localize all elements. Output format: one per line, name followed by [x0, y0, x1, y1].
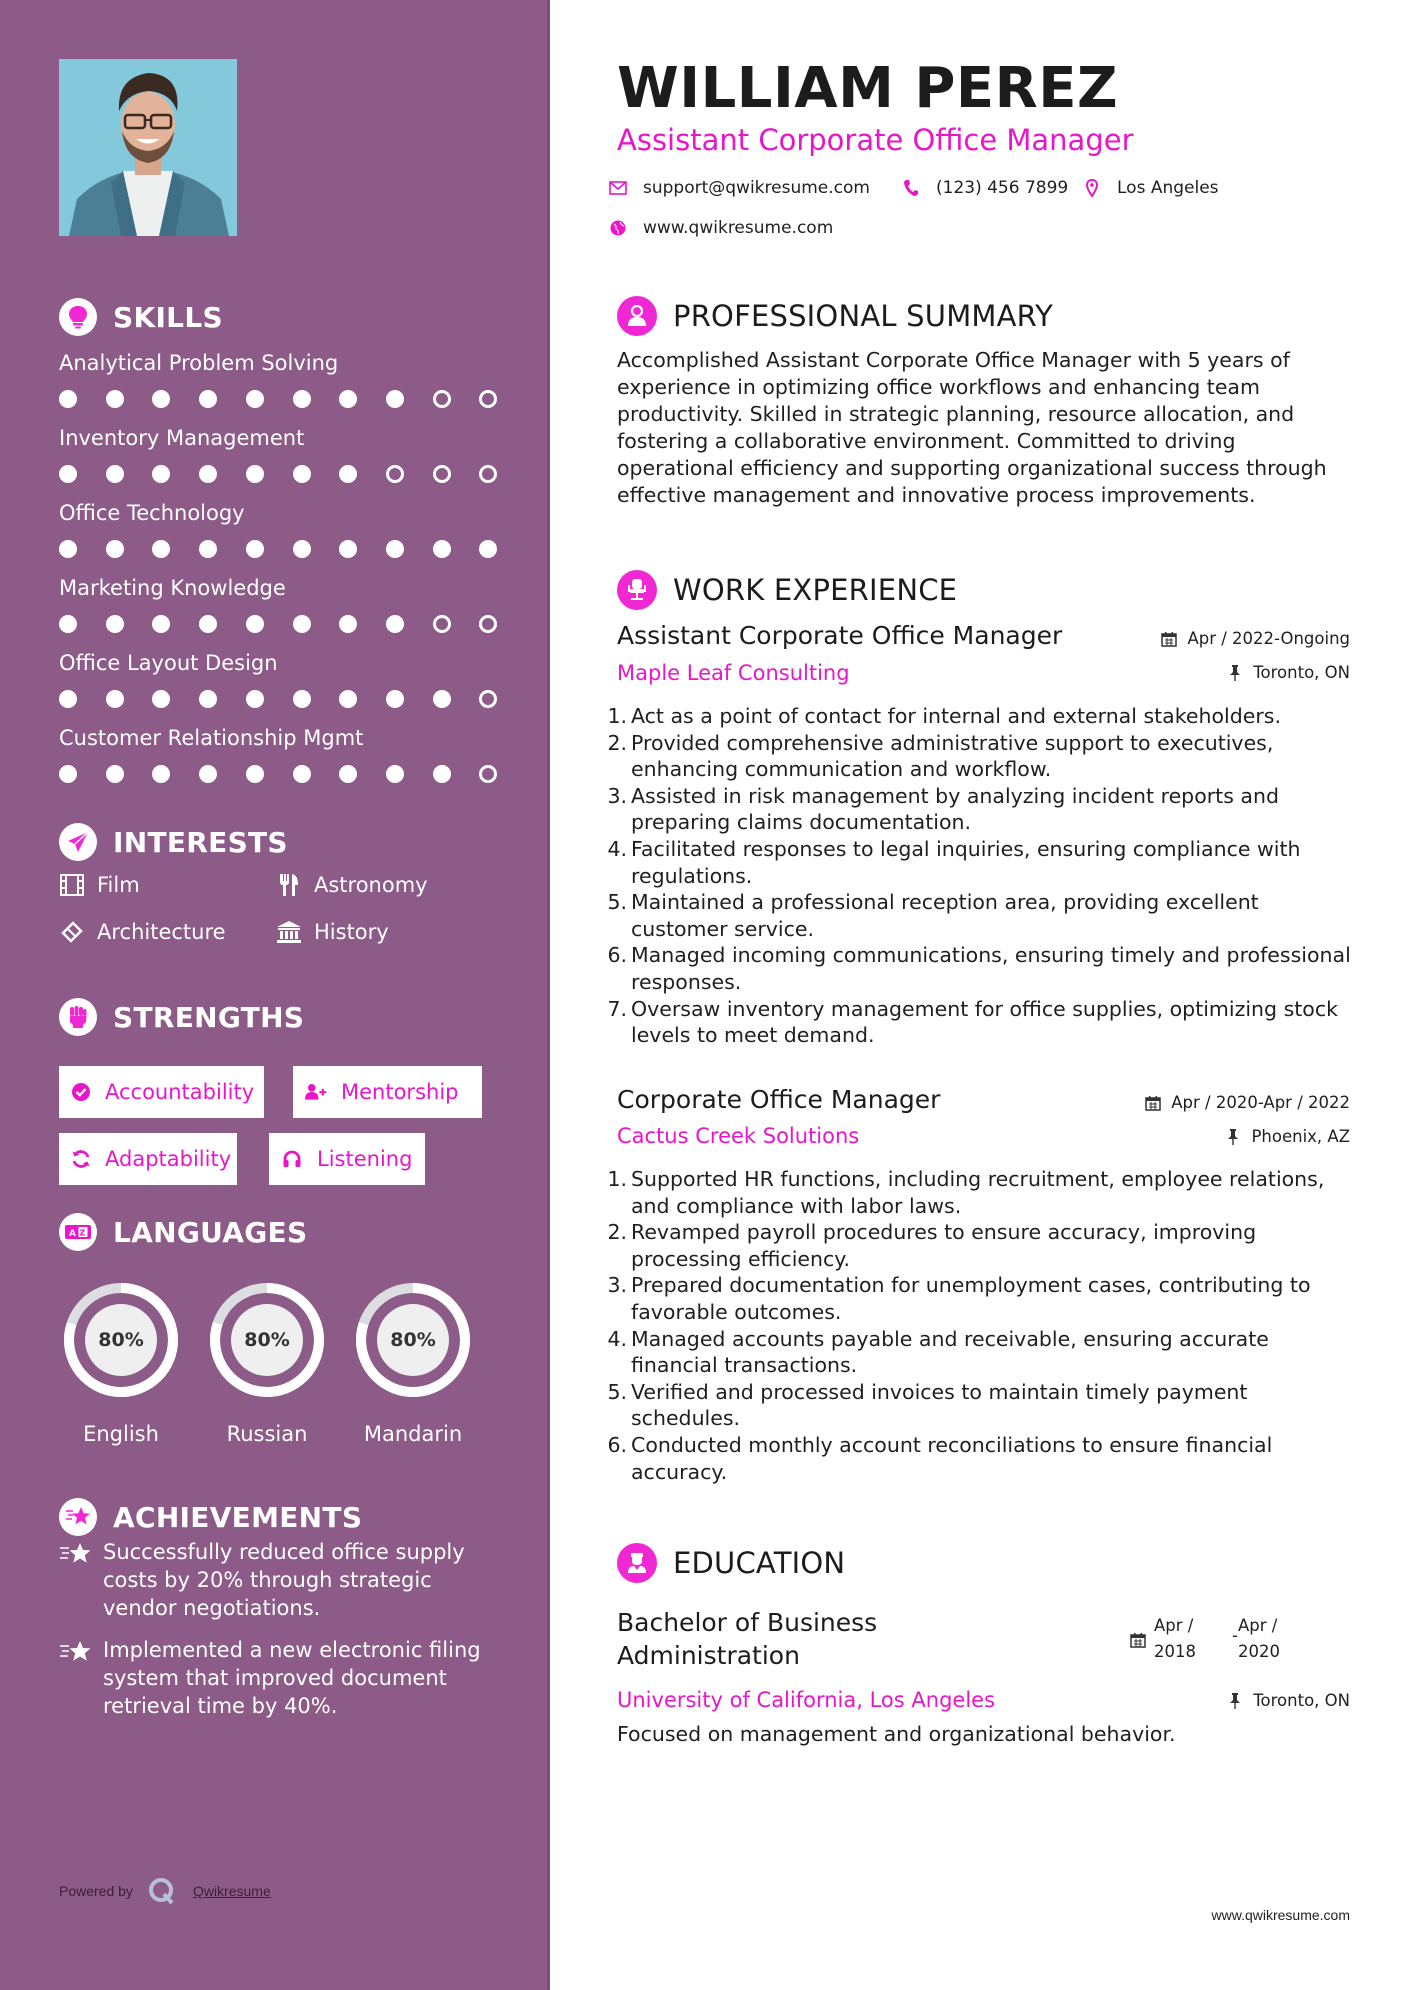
responsibility-item — [607, 942, 1357, 995]
summary-title: PROFESSIONAL SUMMARY — [673, 299, 1054, 333]
skill-item — [59, 650, 499, 676]
strength-label: Listening — [317, 1147, 413, 1171]
rating-dot-filled — [106, 615, 124, 633]
rating-dot-empty — [479, 465, 497, 483]
achievement-text: Implemented a new electronic filing system that improved document retrieval time by 40%. — [103, 1638, 481, 1718]
job-title: Corporate Office Manager — [617, 1085, 941, 1114]
interest-item-architecture — [59, 919, 226, 945]
graduate-icon — [617, 1543, 657, 1583]
responsibility-item — [607, 1219, 1357, 1272]
skill-label: Office Technology — [59, 501, 245, 525]
refresh-icon — [71, 1148, 91, 1170]
responsibility-text: Provided comprehensive administrative support to executives, enhancing communication and workflow. — [631, 730, 1274, 782]
rating-dot-filled — [199, 390, 217, 408]
rating-dot-filled — [339, 690, 357, 708]
degree-line-2: Administration — [617, 1641, 800, 1670]
strength-label: Adaptability — [105, 1147, 232, 1171]
rating-dot-filled — [59, 540, 77, 558]
rating-dot-filled — [152, 390, 170, 408]
strengths-title: STRENGTHS — [113, 1000, 305, 1034]
interests-title: INTERESTS — [113, 825, 288, 859]
powered-by-label: Powered by — [59, 1883, 133, 1899]
interests-heading — [59, 822, 288, 862]
responsibility-item — [607, 703, 1357, 730]
phone-icon — [902, 179, 920, 197]
shooting-star-icon — [59, 1498, 97, 1536]
rating-dot-filled — [199, 615, 217, 633]
strengths-heading — [59, 997, 304, 1037]
language-progress-ring — [351, 1278, 475, 1402]
pushpin-icon — [1227, 1693, 1243, 1709]
job-responsibilities — [607, 703, 1357, 1049]
responsibility-item — [607, 1432, 1357, 1485]
skill-rating — [59, 690, 499, 710]
ticket-icon — [59, 919, 85, 945]
rating-dot-filled — [199, 765, 217, 783]
rating-dot-filled — [433, 765, 451, 783]
rating-dot-filled — [246, 765, 264, 783]
rating-dot-filled — [293, 390, 311, 408]
responsibility-text: Supported HR functions, including recruitment, employee relations, and compliance with labor laws. — [631, 1167, 1325, 1218]
skill-rating — [59, 615, 499, 635]
rating-dot-filled — [339, 615, 357, 633]
qwikresume-logo-icon — [147, 1876, 177, 1906]
rating-dot-filled — [199, 690, 217, 708]
headphones-icon — [281, 1148, 303, 1170]
languages-title: LANGUAGES — [113, 1215, 308, 1249]
qwikresume-link[interactable]: Qwikresume — [192, 1883, 271, 1899]
rating-dot-filled — [106, 390, 124, 408]
list-number: 4. — [607, 836, 627, 861]
language-item — [351, 1278, 475, 1446]
list-number: 7. — [607, 996, 627, 1021]
film-icon — [59, 872, 85, 898]
map-pin-icon — [1083, 179, 1101, 197]
list-number: 6. — [607, 943, 627, 968]
rating-dot-filled — [246, 690, 264, 708]
rating-dot-filled — [339, 465, 357, 483]
rating-dot-empty — [479, 390, 497, 408]
rating-dot-empty — [433, 615, 451, 633]
end-year: 2020 — [1238, 1642, 1280, 1661]
lightbulb-icon — [59, 298, 97, 336]
rating-dot-filled — [246, 465, 264, 483]
language-percent: 80% — [244, 1329, 290, 1351]
list-number: 5. — [607, 1379, 627, 1404]
rating-dot-filled — [59, 765, 77, 783]
contact-phone[interactable] — [902, 178, 1068, 198]
strength-chip-adaptability — [59, 1133, 237, 1185]
calendar-icon — [1130, 1630, 1146, 1646]
website-value: www.qwikresume.com — [643, 218, 834, 238]
utensils-icon — [276, 872, 302, 898]
svg-text:Z: Z — [79, 1228, 86, 1238]
responsibility-item — [607, 1379, 1357, 1432]
rating-dot-filled — [106, 765, 124, 783]
rating-dot-filled — [433, 540, 451, 558]
language-item — [59, 1278, 183, 1446]
rating-dot-filled — [386, 765, 404, 783]
experience-title: WORK EXPERIENCE — [673, 573, 958, 607]
rating-dot-filled — [293, 615, 311, 633]
list-number: 3. — [607, 783, 627, 808]
language-percent: 80% — [390, 1329, 436, 1351]
interest-item-film — [59, 872, 140, 898]
rating-dot-filled — [152, 465, 170, 483]
date-dash: - — [1232, 1626, 1238, 1645]
list-number: 3. — [607, 1273, 627, 1298]
job-location — [1225, 1127, 1350, 1146]
language-label: Russian — [226, 1422, 308, 1446]
list-number: 4. — [607, 1326, 627, 1351]
rating-dot-empty — [433, 390, 451, 408]
interest-label: Film — [97, 873, 140, 897]
language-progress-ring — [205, 1278, 329, 1402]
footer-url[interactable]: www.qwikresume.com — [1211, 1907, 1350, 1923]
rating-dot-filled — [386, 690, 404, 708]
pushpin-icon — [1227, 665, 1243, 681]
language-percent: 80% — [98, 1329, 144, 1351]
job-dates — [1161, 629, 1350, 648]
experience-heading — [617, 570, 957, 610]
summary-text: Accomplished Assistant Corporate Office Manager with 5 years of experience in optimizing office workflows and enhancing team productivity. Skilled in strategic planning, resource allocation, and fostering a collaborative environment. Committed to driving operational efficiency and supporting organizational success through effective management and innovative process improvements. — [617, 348, 1327, 507]
rating-dot-filled — [106, 465, 124, 483]
rating-dot-empty — [433, 465, 451, 483]
rating-dot-filled — [433, 690, 451, 708]
job-location-value: Phoenix, AZ — [1251, 1127, 1350, 1146]
phone-value: (123) 456 7899 — [936, 178, 1069, 198]
rating-dot-filled — [246, 615, 264, 633]
rating-dot-filled — [386, 540, 404, 558]
list-number: 6. — [607, 1432, 627, 1457]
rating-dot-filled — [59, 465, 77, 483]
contact-website[interactable] — [609, 218, 833, 238]
responsibility-item — [607, 1272, 1357, 1325]
rating-dot-empty — [479, 765, 497, 783]
responsibility-text: Revamped payroll procedures to ensure accuracy, improving processing efficiency. — [631, 1220, 1257, 1271]
responsibility-text: Conducted monthly account reconciliations to ensure financial accuracy. — [631, 1432, 1273, 1484]
job-location-value: Toronto, ON — [1253, 663, 1350, 682]
education-dates — [1130, 1613, 1308, 1665]
achievements-title: ACHIEVEMENTS — [113, 1500, 363, 1534]
contact-email[interactable] — [609, 178, 870, 198]
list-number: 1. — [607, 704, 627, 728]
responsibility-item — [607, 1166, 1357, 1219]
skill-rating — [59, 390, 499, 410]
responsibility-text: Oversaw inventory management for office supplies, optimizing stock levels to meet demand. — [631, 996, 1338, 1048]
responsibility-item — [607, 889, 1357, 942]
responsibility-item — [607, 783, 1357, 836]
rating-dot-filled — [106, 540, 124, 558]
calendar-icon — [1145, 1095, 1161, 1111]
skill-label: Marketing Knowledge — [59, 576, 286, 600]
rating-dot-filled — [106, 690, 124, 708]
list-number: 2. — [607, 730, 627, 755]
skill-item — [59, 350, 499, 376]
responsibility-item — [607, 1326, 1357, 1379]
interest-item-history — [276, 919, 389, 945]
language-label: English — [83, 1422, 159, 1446]
rating-dot-filled — [293, 465, 311, 483]
list-number: 5. — [607, 890, 627, 915]
rating-dot-filled — [293, 690, 311, 708]
education-heading — [617, 1543, 845, 1583]
sidebar — [0, 0, 550, 1990]
responsibility-text: Managed accounts payable and receivable, ensuring accurate financial transactions. — [631, 1326, 1269, 1378]
responsibility-text: Maintained a professional reception area, providing excellent customer service. — [631, 890, 1259, 941]
shooting-star-icon — [59, 1638, 93, 1666]
list-number: 1. — [607, 1167, 627, 1191]
rating-dot-filled — [199, 465, 217, 483]
strength-label: Mentorship — [341, 1080, 459, 1104]
skill-label: Inventory Management — [59, 426, 305, 450]
skill-item — [59, 725, 499, 751]
calendar-icon — [1161, 631, 1177, 647]
rating-dot-filled — [386, 390, 404, 408]
location-value: Los Angeles — [1117, 178, 1219, 198]
education-location — [1227, 1691, 1350, 1710]
strength-chip-mentorship — [293, 1066, 482, 1118]
job-location — [1227, 663, 1350, 682]
skill-rating — [59, 540, 499, 560]
job-dates — [1145, 1093, 1350, 1112]
achievement-item — [59, 1636, 499, 1720]
responsibility-text: Act as a point of contact for internal and external stakeholders. — [631, 704, 1281, 728]
responsibility-item — [607, 996, 1357, 1049]
rating-dot-filled — [386, 615, 404, 633]
skills-title: SKILLS — [113, 300, 223, 334]
responsibility-item — [607, 836, 1357, 889]
landmark-icon — [276, 919, 302, 945]
skill-label: Customer Relationship Mgmt — [59, 726, 364, 750]
language-progress-ring — [59, 1278, 183, 1402]
end-month: Apr / — [1238, 1616, 1278, 1635]
contact-location — [1083, 178, 1219, 198]
rating-dot-filled — [59, 390, 77, 408]
rating-dot-filled — [293, 765, 311, 783]
start-year: 2018 — [1154, 1642, 1196, 1661]
rating-dot-filled — [339, 765, 357, 783]
language-item — [205, 1278, 329, 1446]
rating-dot-filled — [246, 390, 264, 408]
job-dates-value: Apr / 2022-Ongoing — [1187, 629, 1350, 648]
education-location-value: Toronto, ON — [1253, 1691, 1350, 1710]
job-dates-value: Apr / 2020-Apr / 2022 — [1171, 1093, 1350, 1112]
achievement-text: Successfully reduced office supply costs by 20% through strategic vendor negotiations. — [103, 1540, 465, 1620]
achievement-item — [59, 1538, 499, 1622]
strength-label: Accountability — [105, 1080, 255, 1104]
fist-icon — [59, 998, 97, 1036]
interest-label: History — [314, 920, 389, 944]
achievements-heading — [59, 1497, 362, 1537]
rating-dot-filled — [246, 540, 264, 558]
envelope-icon — [609, 179, 627, 197]
rating-dot-filled — [479, 540, 497, 558]
profile-photo — [59, 59, 237, 236]
rating-dot-filled — [59, 690, 77, 708]
pushpin-icon — [1225, 1129, 1241, 1145]
strength-chip-accountability — [59, 1066, 264, 1118]
job-company: Maple Leaf Consulting — [617, 661, 850, 685]
interest-label: Astronomy — [314, 873, 428, 897]
education-title: EDUCATION — [673, 1546, 846, 1580]
strength-chip-listening — [269, 1133, 425, 1185]
rating-dot-filled — [199, 540, 217, 558]
education-end — [1238, 1613, 1308, 1665]
email-value: support@qwikresume.com — [643, 178, 870, 198]
rating-dot-empty — [479, 690, 497, 708]
languages-heading — [59, 1212, 307, 1252]
start-month: Apr / — [1154, 1616, 1194, 1635]
school-name: University of California, Los Angeles — [617, 1688, 996, 1712]
list-number: 2. — [607, 1220, 627, 1245]
translate-icon — [59, 1213, 97, 1251]
education-start — [1154, 1613, 1224, 1665]
rating-dot-filled — [59, 615, 77, 633]
responsibility-text: Prepared documentation for unemployment cases, contributing to favorable outcomes. — [631, 1273, 1311, 1324]
rating-dot-filled — [293, 540, 311, 558]
rating-dot-filled — [152, 765, 170, 783]
job-company: Cactus Creek Solutions — [617, 1124, 860, 1148]
user-plus-icon — [305, 1081, 327, 1103]
skill-label: Office Layout Design — [59, 651, 278, 675]
shooting-star-icon — [59, 1540, 93, 1568]
rating-dot-filled — [152, 690, 170, 708]
interest-item-astronomy — [276, 872, 428, 898]
rating-dot-filled — [152, 615, 170, 633]
responsibility-text: Managed incoming communications, ensuring timely and professional responses. — [631, 943, 1351, 994]
skill-rating — [59, 465, 499, 485]
responsibility-text: Verified and processed invoices to maintain timely payment schedules. — [631, 1379, 1248, 1431]
summary-heading — [617, 296, 1053, 336]
skill-label: Analytical Problem Solving — [59, 351, 339, 375]
candidate-role: Assistant Corporate Office Manager — [617, 123, 1134, 157]
svg-text:A: A — [69, 1229, 76, 1239]
check-circle-icon — [71, 1081, 91, 1103]
language-label: Mandarin — [363, 1422, 463, 1446]
rating-dot-filled — [152, 540, 170, 558]
candidate-name: WILLIAM PEREZ — [617, 56, 1119, 121]
skill-item — [59, 425, 499, 451]
job-responsibilities — [607, 1166, 1357, 1485]
responsibility-text: Assisted in risk management by analyzing incident reports and preparing claims documentation. — [631, 783, 1279, 835]
rating-dot-filled — [339, 390, 357, 408]
degree-line-1: Bachelor of Business — [617, 1608, 878, 1637]
skill-item — [59, 575, 499, 601]
main-content — [550, 0, 1407, 1990]
skills-heading — [59, 297, 223, 337]
job-title: Assistant Corporate Office Manager — [617, 621, 1063, 650]
rating-dot-empty — [479, 615, 497, 633]
rating-dot-empty — [386, 465, 404, 483]
rating-dot-filled — [339, 540, 357, 558]
user-icon — [617, 296, 657, 336]
responsibility-text: Facilitated responses to legal inquiries, ensuring compliance with regulations. — [631, 836, 1301, 888]
powered-by — [59, 1876, 271, 1906]
interest-label: Architecture — [97, 920, 226, 944]
paper-plane-icon — [59, 823, 97, 861]
globe-icon — [609, 219, 627, 237]
office-chair-icon — [617, 570, 657, 610]
responsibility-item — [607, 730, 1357, 783]
education-description: Focused on management and organizational behavior. — [617, 1722, 1176, 1746]
skill-rating — [59, 765, 499, 785]
skill-item — [59, 500, 499, 526]
